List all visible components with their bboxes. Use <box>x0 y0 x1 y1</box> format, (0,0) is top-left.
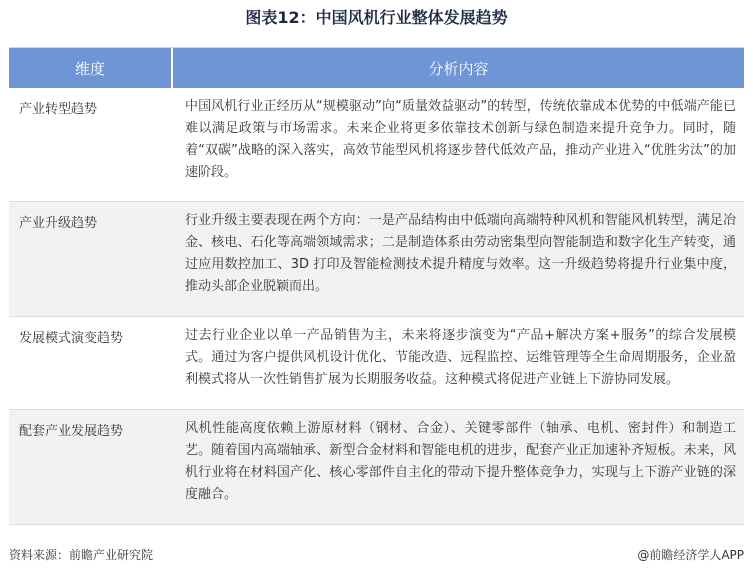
row-content: 行业升级主要表现在两个方向：一是产品结构由中低端向高端特种风机和智能风机转型，满足冶金、核电、石化等高端领域需求；二是制造体系由劳动密集型向智能制造和数字化生产转变，通过应用数控加工、3D 打印及智能检测技术提升精度与效率。这一升级趋势将提升行业集中度，推动头部企业脱颖而出。 <box>185 213 736 294</box>
footer <box>9 545 744 565</box>
table-header <box>9 48 744 88</box>
table-row <box>9 88 744 202</box>
row-content: 中国风机行业正经历从“规模驱动”向“质量效益驱动”的转型，传统依靠成本优势的中低端产能已难以满足政策与市场需求。未来企业将更多依靠技术创新与绿色制造来提升竞争力。同时，随着“双碳”战略的深入落实，高效节能型风机将逐步替代低效产品，推动产业进入“优胜劣汰”的加速阶段。 <box>185 99 736 180</box>
table-row <box>9 202 744 317</box>
row-dimension: 配套产业发展趋势 <box>19 424 124 439</box>
row-content: 风机性能高度依赖上游原材料（钢材、合金）、关键零部件（轴承、电机、密封件）和制造工艺。随着国内高端轴承、新型合金材料和智能电机的进步，配套产业正加速补齐短板。未来，风机行业将在材料国产化、核心零部件自主化的带动下提升整体竞争力，实现与上下游产业链的深度融合。 <box>185 421 736 502</box>
header-content: 分析内容 <box>173 48 744 88</box>
row-content: 过去行业企业以单一产品销售为主，未来将逐步演变为“产品+解决方案+服务”的综合发展模式。通过为客户提供风机设计优化、节能改造、远程监控、运维管理等全生命周期服务，企业盈利模式将从一次性销售扩展为长期服务收益。这种模式将促进产业链上下游协同发展。 <box>185 328 736 387</box>
row-dimension: 产业转型趋势 <box>19 102 98 117</box>
row-dimension: 产业升级趋势 <box>19 216 98 231</box>
header-dimension: 维度 <box>9 48 173 88</box>
table-row <box>9 317 744 410</box>
row-dimension: 发展模式演变趋势 <box>19 331 124 346</box>
trend-table <box>9 47 744 525</box>
table-row <box>9 410 744 525</box>
chart-title: 图表12：中国风机行业整体发展趋势 <box>245 8 508 27</box>
credit-note: @前瞻经济学人APP <box>637 548 744 562</box>
source-note: 资料来源：前瞻产业研究院 <box>9 548 154 562</box>
